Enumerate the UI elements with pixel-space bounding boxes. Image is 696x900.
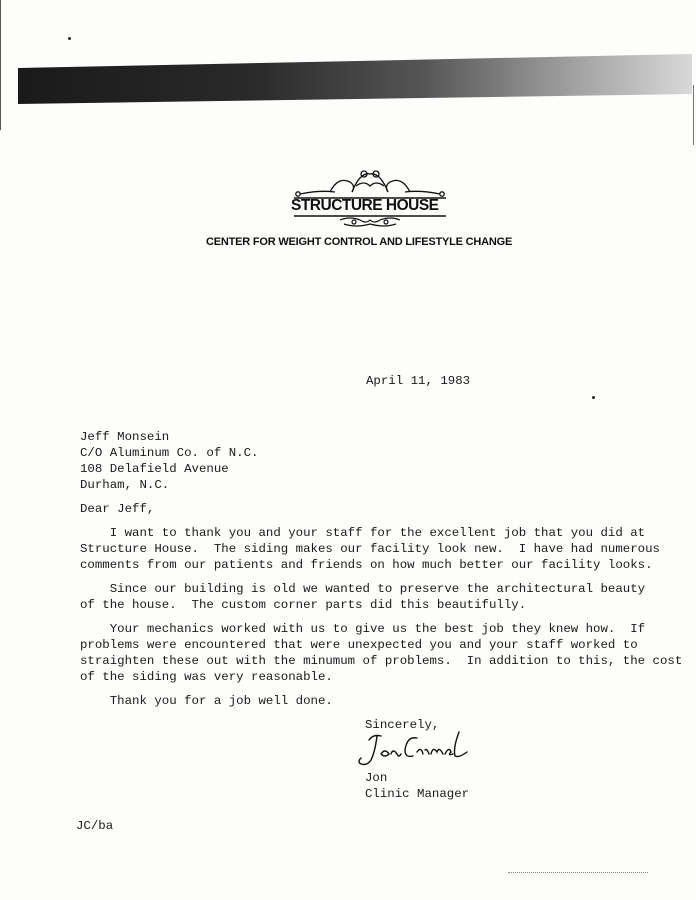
salutation: Dear Jeff, [80,502,155,516]
body-line: Your mechanics worked with us to give us the best job they knew how. If [80,622,646,636]
scan-artifact-band [18,54,692,104]
body-line: of the siding was very reasonable. [80,670,333,684]
signer-title: Clinic Manager [365,787,470,801]
letterhead-tagline: CENTER FOR WEIGHT CONTROL AND LIFESTYLE CHANGE [206,236,513,248]
body-line: straighten these out with the minumum of problems. In addition to this, the cost [80,654,683,668]
recipient-street: 108 Delafield Avenue [80,462,229,476]
body-line: Thank you for a job well done. [80,694,333,708]
scan-edge-line [693,85,694,145]
body-line: problems were encountered that were unexpected you and your staff worked to [80,638,638,652]
body-line: Structure House. The siding makes our facility look new. I have had numerous [80,542,660,556]
scan-speck [592,396,595,399]
signer-name: Jon [365,771,388,785]
letter-date: April 11, 1983 [366,374,471,388]
recipient-name: Jeff Monsein [80,430,170,444]
closing: Sincerely, [365,718,440,732]
body-line: comments from our patients and friends on how much better our facility looks. [80,558,653,572]
typist-initials: JC/ba [76,819,114,833]
body-line: of the house. The custom corner parts did this beautifully. [80,598,527,612]
handwritten-signature [355,728,475,773]
letterhead-name: STRUCTURE HOUSE [291,197,439,214]
recipient-company: C/O Aluminum Co. of N.C. [80,446,259,460]
scan-speck [68,37,71,40]
scan-artifact-line [508,872,648,874]
body-line: Since our building is old we wanted to preserve the architectural beauty [80,582,646,596]
recipient-city: Durham, N.C. [80,478,170,492]
scan-edge-line [0,0,1,130]
body-line: I want to thank you and your staff for the excellent job that you did at [80,526,646,540]
